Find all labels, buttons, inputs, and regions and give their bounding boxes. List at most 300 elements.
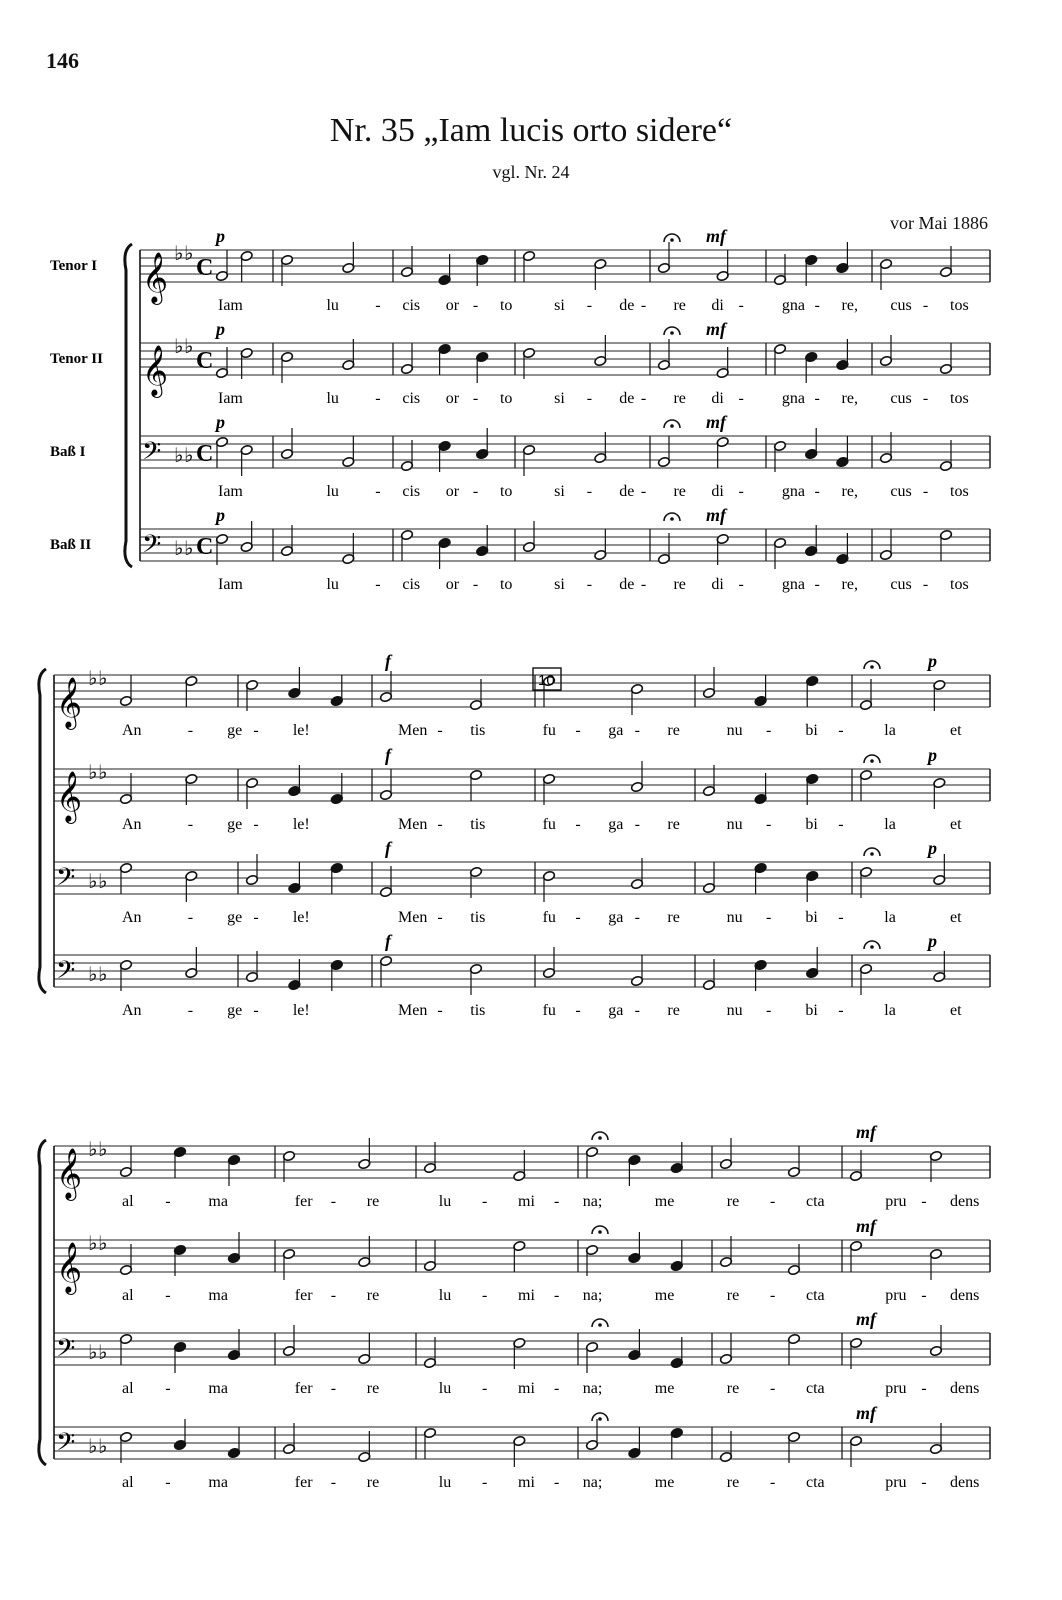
lyric-syllable: bi <box>805 816 818 833</box>
lyric-hyphen: - <box>922 483 929 500</box>
dynamic-p: p <box>928 651 937 671</box>
lyric-hyphen: - <box>770 1474 776 1491</box>
lyric-syllable: ge <box>227 909 243 926</box>
lyric-syllable: fu <box>542 722 556 739</box>
lyric-syllable: cis <box>402 297 421 314</box>
lyric-hyphen: - <box>437 722 443 739</box>
lyric-syllable: re, <box>841 297 858 314</box>
lyric-syllable: la <box>884 1002 896 1019</box>
lyric-syllable: dens <box>950 1380 980 1397</box>
lyric-syllable: ga <box>608 722 624 739</box>
lyric-hyphen: - <box>253 816 259 833</box>
lyric-syllable: pru <box>885 1193 907 1210</box>
lyric-syllable: ge <box>227 1002 243 1019</box>
lyric-syllable: cus <box>890 483 912 500</box>
lyric-syllable: di <box>711 576 724 593</box>
key-flat: ♭ <box>184 536 194 560</box>
lyric-hyphen: - <box>586 483 593 500</box>
system-bracket <box>39 669 46 993</box>
key-flat: ♭ <box>184 443 194 467</box>
lyric-hyphen: - <box>634 909 640 926</box>
lyric-hyphen: - <box>766 1002 772 1019</box>
lyric-hyphen: - <box>838 909 844 926</box>
dynamic-mf: mf <box>706 505 726 525</box>
lyric-syllable: to <box>499 576 513 593</box>
lyric-syllable: tos <box>950 297 969 314</box>
lyric-syllable: fer <box>294 1287 313 1304</box>
bass-clef: 𝄢 <box>56 863 76 898</box>
dynamic-mf: mf <box>706 319 726 339</box>
dynamic-f: f <box>385 931 391 951</box>
key-flat: ♭ <box>174 241 184 265</box>
page-number: 146 <box>46 48 79 73</box>
lyric-syllable: re <box>366 1380 380 1397</box>
lyric-syllable: gna <box>781 483 806 500</box>
lyric-syllable: An <box>122 722 142 739</box>
lyric-hyphen: - <box>640 390 647 407</box>
lyric-syllable: na; <box>582 1193 603 1210</box>
lyric-hyphen: - <box>770 1193 776 1210</box>
lyric-hyphen: - <box>766 722 772 739</box>
lyric-syllable: lu <box>326 297 339 314</box>
lyric-syllable: bi <box>805 1002 818 1019</box>
lyric-syllable: al <box>122 1193 134 1210</box>
part-label: Baß I <box>50 444 86 460</box>
lyric-hyphen: - <box>814 576 820 593</box>
key-flat: ♭ <box>88 1434 98 1458</box>
lyric-hyphen: - <box>437 816 443 833</box>
lyric-syllable: di <box>711 390 724 407</box>
common-time: C <box>196 534 214 560</box>
lyric-syllable: dens <box>950 1474 980 1491</box>
system-bracket <box>39 1140 46 1465</box>
lyric-syllable: Men <box>398 722 428 739</box>
lyric-hyphen: - <box>472 576 479 593</box>
key-flat: ♭ <box>184 241 194 265</box>
lyric-syllable: re <box>673 483 686 500</box>
lyric-syllable: re, <box>841 390 858 407</box>
lyric-syllable: Iam <box>218 390 243 407</box>
lyric-syllable: re <box>726 1193 740 1210</box>
lyric-syllable: fu <box>542 909 556 926</box>
treble-clef: 𝄞 <box>142 252 169 303</box>
lyric-syllable: to <box>499 483 513 500</box>
lyric-hyphen: - <box>482 1193 488 1210</box>
lyric-syllable: re <box>726 1474 740 1491</box>
lyric-syllable: tis <box>470 1002 486 1019</box>
key-flat: ♭ <box>88 869 98 893</box>
fermata-dot <box>598 1417 602 1421</box>
key-flat: ♭ <box>174 536 184 560</box>
lyric-hyphen: - <box>575 909 581 926</box>
key-flat: ♭ <box>174 443 184 467</box>
lyric-hyphen: - <box>586 297 593 314</box>
fermata-dot <box>670 517 674 521</box>
lyric-syllable: cta <box>806 1380 825 1397</box>
key-flat: ♭ <box>88 962 98 986</box>
bass-clef: 𝄢 <box>56 1428 76 1463</box>
lyric-syllable: la <box>884 816 896 833</box>
lyric-syllable: pru <box>885 1287 907 1304</box>
lyric-syllable: si <box>554 483 565 500</box>
lyric-syllable: et <box>950 722 962 739</box>
lyric-syllable: lu <box>326 390 339 407</box>
lyric-hyphen: - <box>922 390 929 407</box>
lyric-hyphen: - <box>375 390 381 407</box>
dynamic-p: p <box>928 931 937 951</box>
lyric-syllable: lu <box>438 1474 452 1491</box>
lyric-syllable: re, <box>841 483 858 500</box>
lyric-syllable: cta <box>806 1193 825 1210</box>
lyric-hyphen: - <box>770 1380 776 1397</box>
lyric-syllable: Iam <box>218 576 243 593</box>
fermata-dot <box>870 945 874 949</box>
dynamic-p: p <box>216 226 225 246</box>
lyric-syllable: fu <box>542 1002 556 1019</box>
lyric-syllable: gna <box>781 390 806 407</box>
lyric-hyphen: - <box>165 1193 171 1210</box>
lyric-syllable: fer <box>294 1380 313 1397</box>
key-flat: ♭ <box>88 666 98 690</box>
lyric-syllable: cta <box>806 1474 825 1491</box>
lyric-syllable: le! <box>292 1002 310 1019</box>
lyric-syllable: re <box>726 1287 740 1304</box>
lyric-syllable: et <box>950 1002 962 1019</box>
lyric-syllable: cta <box>806 1287 825 1304</box>
key-flat: ♭ <box>88 1231 98 1255</box>
lyric-syllable: re, <box>841 576 858 593</box>
lyric-syllable: ma <box>208 1287 228 1304</box>
lyric-syllable: le! <box>292 909 310 926</box>
lyric-hyphen: - <box>838 722 844 739</box>
lyric-hyphen: - <box>922 576 929 593</box>
lyric-syllable: la <box>884 909 896 926</box>
lyric-hyphen: - <box>922 297 929 314</box>
lyric-syllable: mi <box>518 1287 535 1304</box>
bass-clef: 𝄢 <box>56 1334 76 1369</box>
lyric-syllable: fu <box>542 816 556 833</box>
lyric-hyphen: - <box>554 1287 560 1304</box>
lyric-syllable: ga <box>608 816 624 833</box>
treble-clef: 𝄞 <box>56 771 83 822</box>
lyric-syllable: re <box>366 1474 380 1491</box>
lyric-hyphen: - <box>575 722 581 739</box>
lyric-syllable: to <box>499 297 513 314</box>
key-flat: ♭ <box>98 869 108 893</box>
lyric-syllable: al <box>122 1287 134 1304</box>
lyric-hyphen: - <box>437 909 443 926</box>
lyric-hyphen: - <box>375 297 381 314</box>
dynamic-f: f <box>385 838 391 858</box>
lyric-hyphen: - <box>921 1474 927 1491</box>
lyric-hyphen: - <box>253 1002 259 1019</box>
lyric-hyphen: - <box>482 1380 488 1397</box>
lyric-hyphen: - <box>375 576 381 593</box>
lyric-syllable: fer <box>294 1474 313 1491</box>
bass-clef: 𝄢 <box>142 437 162 472</box>
part-label: Baß II <box>50 537 92 553</box>
lyric-syllable: lu <box>326 576 339 593</box>
key-flat: ♭ <box>88 1340 98 1364</box>
lyric-hyphen: - <box>766 816 772 833</box>
common-time: C <box>196 255 214 281</box>
dynamic-p: p <box>928 838 937 858</box>
lyric-syllable: re <box>726 1380 740 1397</box>
lyric-hyphen: - <box>330 1474 337 1491</box>
lyric-syllable: dens <box>950 1193 980 1210</box>
lyric-syllable: lu <box>438 1193 452 1210</box>
lyric-syllable: pru <box>885 1380 907 1397</box>
lyric-syllable: or <box>445 483 460 500</box>
lyric-syllable: gna <box>781 576 806 593</box>
key-flat: ♭ <box>98 666 108 690</box>
fermata-dot <box>670 424 674 428</box>
lyric-syllable: ge <box>227 816 243 833</box>
lyric-syllable: ge <box>227 722 243 739</box>
bass-clef: 𝄢 <box>142 530 162 565</box>
lyric-syllable: or <box>445 297 460 314</box>
lyric-syllable: na; <box>582 1380 603 1397</box>
lyric-hyphen: - <box>634 816 640 833</box>
lyric-syllable: pru <box>885 1474 907 1491</box>
piece-subtitle: vgl. Nr. 24 <box>492 162 570 182</box>
lyric-hyphen: - <box>838 816 844 833</box>
lyric-syllable: mi <box>518 1193 535 1210</box>
lyric-syllable: le! <box>292 816 310 833</box>
key-flat: ♭ <box>98 1434 108 1458</box>
key-flat: ♭ <box>98 1137 108 1161</box>
treble-clef: 𝄞 <box>56 677 83 728</box>
lyric-syllable: re <box>366 1193 380 1210</box>
lyric-hyphen: - <box>575 816 581 833</box>
lyric-hyphen: - <box>187 909 194 926</box>
dynamic-mf: mf <box>706 412 726 432</box>
lyric-syllable: tos <box>950 483 969 500</box>
dynamic-p: p <box>216 319 225 339</box>
fermata-dot <box>870 665 874 669</box>
lyric-syllable: mi <box>518 1380 535 1397</box>
lyric-syllable: me <box>654 1287 675 1304</box>
lyric-syllable: lu <box>326 483 339 500</box>
lyric-syllable: di <box>711 483 724 500</box>
key-flat: ♭ <box>88 1137 98 1161</box>
lyric-hyphen: - <box>766 909 772 926</box>
dynamic-p: p <box>216 505 225 525</box>
lyric-syllable: ga <box>608 1002 624 1019</box>
lyric-syllable: de <box>619 390 635 407</box>
lyric-syllable: la <box>884 722 896 739</box>
treble-clef: 𝄞 <box>56 1242 83 1293</box>
lyric-syllable: re <box>667 1002 680 1019</box>
lyric-hyphen: - <box>640 297 647 314</box>
lyric-syllable: de <box>619 576 635 593</box>
fermata-dot <box>598 1323 602 1327</box>
piece-title: Nr. 35 „Iam lucis orto sidere“ <box>329 112 733 149</box>
treble-clef: 𝄞 <box>56 1148 83 1199</box>
lyric-hyphen: - <box>482 1287 488 1304</box>
lyric-hyphen: - <box>187 722 194 739</box>
lyric-hyphen: - <box>921 1193 927 1210</box>
lyric-syllable: me <box>654 1474 675 1491</box>
fermata-dot <box>670 238 674 242</box>
lyric-hyphen: - <box>586 576 593 593</box>
lyric-syllable: Iam <box>218 483 243 500</box>
dynamic-mf: mf <box>706 226 726 246</box>
lyric-syllable: nu <box>726 909 743 926</box>
lyric-syllable: ga <box>608 909 624 926</box>
lyric-syllable: cis <box>402 576 421 593</box>
lyric-hyphen: - <box>253 909 259 926</box>
lyric-hyphen: - <box>575 1002 581 1019</box>
lyric-hyphen: - <box>554 1474 560 1491</box>
lyric-syllable: or <box>445 390 460 407</box>
lyric-hyphen: - <box>640 483 647 500</box>
lyric-hyphen: - <box>330 1193 337 1210</box>
lyric-syllable: An <box>122 816 142 833</box>
lyric-hyphen: - <box>738 297 744 314</box>
rehearsal-mark: 10 <box>538 672 555 689</box>
lyric-syllable: lu <box>438 1380 452 1397</box>
lyric-syllable: re <box>667 909 680 926</box>
dynamic-f: f <box>385 651 391 671</box>
part-label: Tenor I <box>50 258 98 274</box>
lyric-syllable: ma <box>208 1193 228 1210</box>
lyric-syllable: tos <box>950 576 969 593</box>
fermata-dot <box>598 1136 602 1140</box>
lyric-hyphen: - <box>814 483 820 500</box>
lyric-syllable: cus <box>890 390 912 407</box>
lyric-hyphen: - <box>482 1474 488 1491</box>
lyric-hyphen: - <box>330 1380 337 1397</box>
lyric-hyphen: - <box>375 483 381 500</box>
key-flat: ♭ <box>98 760 108 784</box>
lyric-syllable: re <box>673 297 686 314</box>
lyric-syllable: si <box>554 297 565 314</box>
lyric-syllable: re <box>667 816 680 833</box>
lyric-syllable: cus <box>890 576 912 593</box>
lyric-syllable: ma <box>208 1474 228 1491</box>
lyric-syllable: na; <box>582 1474 603 1491</box>
lyric-syllable: gna <box>781 297 806 314</box>
dynamic-mf: mf <box>856 1122 876 1142</box>
lyric-hyphen: - <box>814 297 820 314</box>
lyric-syllable: me <box>654 1193 675 1210</box>
lyric-syllable: nu <box>726 816 743 833</box>
lyric-syllable: dens <box>950 1287 980 1304</box>
dynamic-p: p <box>928 745 937 765</box>
lyric-syllable: al <box>122 1380 134 1397</box>
bass-clef: 𝄢 <box>56 956 76 991</box>
dynamic-p: p <box>216 412 225 432</box>
lyric-syllable: ma <box>208 1380 228 1397</box>
lyric-hyphen: - <box>253 722 259 739</box>
lyric-syllable: nu <box>726 722 743 739</box>
lyric-hyphen: - <box>921 1287 927 1304</box>
key-flat: ♭ <box>174 334 184 358</box>
common-time: C <box>196 348 214 374</box>
lyric-syllable: al <box>122 1474 134 1491</box>
lyric-syllable: cis <box>402 483 421 500</box>
lyric-hyphen: - <box>634 722 640 739</box>
lyric-syllable: de <box>619 297 635 314</box>
lyric-hyphen: - <box>814 390 820 407</box>
lyric-syllable: Iam <box>218 297 243 314</box>
lyric-syllable: to <box>499 390 513 407</box>
lyric-syllable: le! <box>292 722 310 739</box>
key-flat: ♭ <box>88 760 98 784</box>
lyric-hyphen: - <box>921 1380 927 1397</box>
lyric-syllable: tis <box>470 816 486 833</box>
composition-date: vor Mai 1886 <box>890 213 988 233</box>
lyric-syllable: An <box>122 1002 142 1019</box>
lyric-hyphen: - <box>738 390 744 407</box>
lyric-hyphen: - <box>165 1474 171 1491</box>
lyric-hyphen: - <box>634 1002 640 1019</box>
treble-clef: 𝄞 <box>142 345 169 396</box>
system-bracket <box>125 244 132 567</box>
lyric-hyphen: - <box>187 816 194 833</box>
lyric-syllable: or <box>445 576 460 593</box>
common-time: C <box>196 441 214 467</box>
dynamic-mf: mf <box>856 1309 876 1329</box>
lyric-syllable: Men <box>398 816 428 833</box>
key-flat: ♭ <box>98 1340 108 1364</box>
lyric-syllable: tos <box>950 390 969 407</box>
lyric-syllable: de <box>619 483 635 500</box>
dynamic-mf: mf <box>856 1216 876 1236</box>
lyric-hyphen: - <box>437 1002 443 1019</box>
lyric-hyphen: - <box>640 576 647 593</box>
dynamic-f: f <box>385 745 391 765</box>
lyric-syllable: nu <box>726 1002 743 1019</box>
lyric-syllable: tis <box>470 722 486 739</box>
dynamic-mf: mf <box>856 1403 876 1423</box>
lyric-syllable: Men <box>398 1002 428 1019</box>
lyric-syllable: fer <box>294 1193 313 1210</box>
part-label: Tenor II <box>50 351 103 367</box>
lyric-syllable: mi <box>518 1474 535 1491</box>
lyric-hyphen: - <box>738 576 744 593</box>
key-flat: ♭ <box>184 334 194 358</box>
lyric-syllable: et <box>950 909 962 926</box>
lyric-syllable: lu <box>438 1287 452 1304</box>
lyric-hyphen: - <box>472 297 479 314</box>
lyric-syllable: re <box>673 390 686 407</box>
lyric-hyphen: - <box>165 1287 171 1304</box>
lyric-syllable: di <box>711 297 724 314</box>
lyric-syllable: si <box>554 390 565 407</box>
lyric-syllable: na; <box>582 1287 603 1304</box>
fermata-dot <box>870 759 874 763</box>
lyric-syllable: si <box>554 576 565 593</box>
lyric-syllable: Men <box>398 909 428 926</box>
key-flat: ♭ <box>98 962 108 986</box>
lyric-syllable: et <box>950 816 962 833</box>
fermata-dot <box>598 1230 602 1234</box>
fermata-dot <box>870 852 874 856</box>
lyric-syllable: tis <box>470 909 486 926</box>
lyric-hyphen: - <box>554 1380 560 1397</box>
lyric-hyphen: - <box>770 1287 776 1304</box>
lyric-syllable: An <box>122 909 142 926</box>
lyric-hyphen: - <box>554 1193 560 1210</box>
lyric-hyphen: - <box>472 390 479 407</box>
lyric-syllable: cus <box>890 297 912 314</box>
lyric-syllable: bi <box>805 909 818 926</box>
lyric-hyphen: - <box>838 1002 844 1019</box>
key-flat: ♭ <box>98 1231 108 1255</box>
lyric-syllable: cis <box>402 390 421 407</box>
